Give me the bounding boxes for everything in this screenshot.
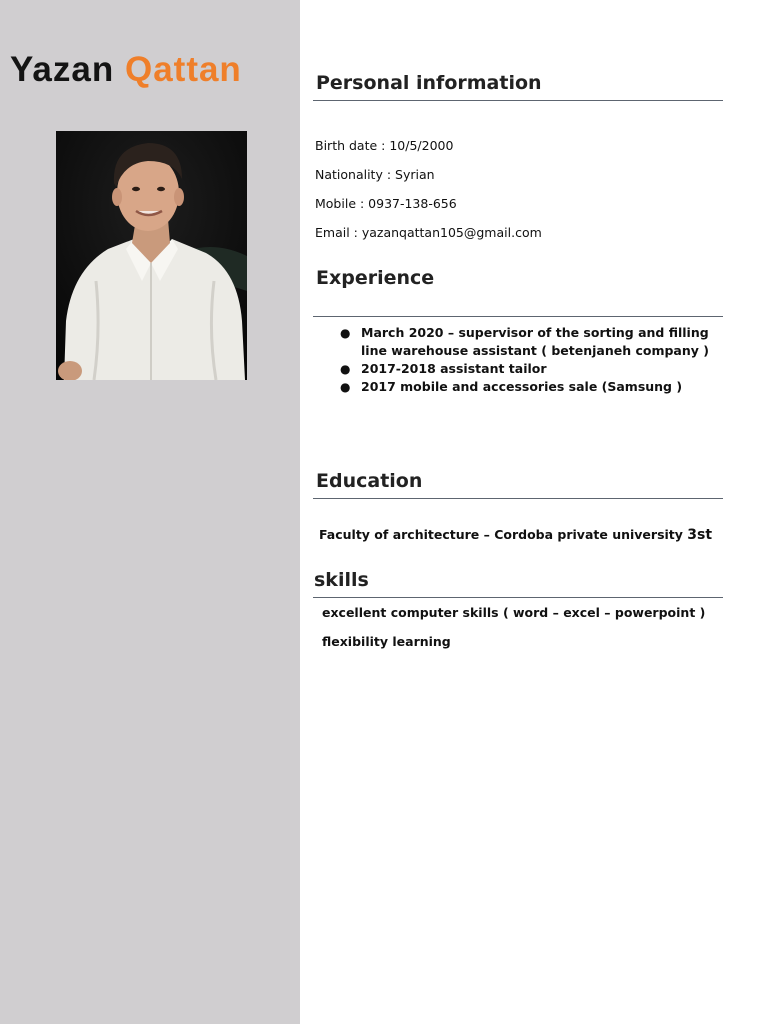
candidate-name [10, 50, 242, 90]
mobile: Mobile : 0937-138-656 [315, 196, 457, 211]
experience-item-text: 2017-2018 assistant tailor [361, 361, 547, 376]
personal-info-heading: Personal information [316, 72, 542, 94]
main-content [300, 0, 768, 1024]
experience-heading: Experience [316, 267, 435, 289]
experience-item-text: 2017 mobile and accessories sale (Samsung ) [361, 379, 683, 394]
experience-divider [313, 316, 723, 317]
list-item [340, 360, 720, 378]
bullet-icon: ● [340, 380, 351, 394]
profile-photo [56, 131, 247, 380]
personal-info-divider [313, 100, 723, 101]
bullet-icon: ● [340, 362, 351, 376]
last-name: Qattan [124, 50, 242, 89]
education-entry [319, 527, 712, 543]
skill-item: excellent computer skills ( word – excel – powerpoint ) [322, 605, 706, 620]
skill-item: flexibility learning [322, 634, 451, 649]
education-text: Faculty of architecture – Cordoba private university [319, 527, 688, 542]
experience-item-text: March 2020 – supervisor of the sorting and filling line warehouse assistant ( betenjaneh company ) [361, 325, 709, 358]
birth-date: Birth date : 10/5/2000 [315, 138, 454, 153]
list-item [340, 324, 720, 360]
first-name: Yazan [10, 50, 115, 89]
education-heading: Education [316, 470, 423, 492]
education-divider [313, 498, 723, 499]
email: Email : yazanqattan105@gmail.com [315, 225, 542, 240]
portrait-image [56, 131, 247, 380]
list-item [340, 378, 720, 396]
education-year: 3st [687, 527, 713, 543]
sidebar [0, 0, 300, 1024]
nationality: Nationality : Syrian [315, 167, 435, 182]
skills-divider [313, 597, 723, 598]
bullet-icon: ● [340, 326, 351, 340]
skills-heading: skills [314, 569, 369, 591]
experience-list [340, 324, 720, 396]
